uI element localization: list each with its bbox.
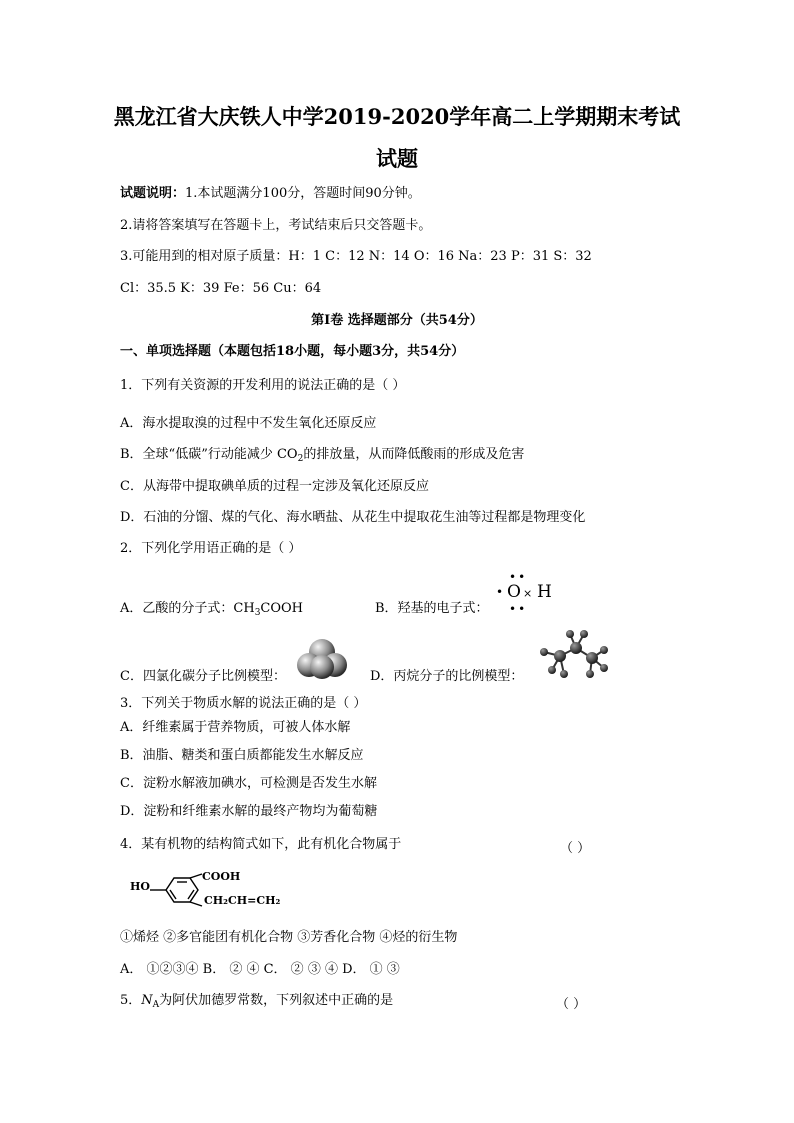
instructions-label: 试题说明： <box>120 186 186 201</box>
instructions-line4: Cl：35.5 K：39 Fe：56 Cu：64 <box>120 281 322 296</box>
q3-option-d: D．淀粉和纤维素水解的最终产物均为葡萄糖 <box>120 804 378 819</box>
q1-option-b-post: 的排放量，从而降低酸雨的形成及危害 <box>303 447 525 462</box>
q4-options: A． ①②③④ B． ② ④ C． ② ③ ④ D． ① ③ <box>120 962 400 977</box>
hydroxyl-electron-formula: •• • O × H •• <box>496 570 552 616</box>
ccl4-model-image <box>298 638 346 680</box>
struct-cooh-label: COOH <box>202 870 241 883</box>
q4-structure-formula <box>130 868 290 918</box>
benzene-ring-icon <box>150 872 206 912</box>
q5-stem <box>120 993 393 1013</box>
q1-option-b-pre: B．全球“低碳”行动能减少 CO <box>120 447 298 462</box>
q2-option-d: D．丙烷分子的比例模型： <box>370 669 524 684</box>
q1-option-b <box>120 447 524 467</box>
q2-option-a-sub: 3 <box>254 608 261 618</box>
instructions-line3: 3.可能用到的相对原子质量：H：1 C：12 N：14 O：16 Na：23 P：31 S：32 <box>120 249 592 264</box>
q3-option-a: A．纤维素属于营养物质，可被人体水解 <box>120 720 351 735</box>
page-title-line2: 试题 <box>376 146 418 171</box>
q3-stem: 3．下列关于物质水解的说法正确的是（ ） <box>120 696 367 711</box>
page-title: 黑龙江省大庆铁人中学2019-2020学年高二上学期期末考试 <box>113 104 681 129</box>
q1-stem: 1．下列有关资源的开发利用的说法正确的是（ ） <box>120 378 406 393</box>
q2-option-a <box>120 601 303 621</box>
q2-option-b: B．羟基的电子式： <box>375 601 489 616</box>
q1-option-b-sub: 2 <box>297 454 304 464</box>
struct-chain-label: CH₂CH=CH₂ <box>204 894 281 907</box>
q5-stem-sub: A <box>152 1000 160 1010</box>
q5-stem-pre: 5． <box>120 993 142 1008</box>
q5-answer-paren: （ ） <box>556 997 587 1012</box>
q1-option-a: A．海水提取溴的过程中不发生氧化还原反应 <box>120 416 377 431</box>
instructions-line1 <box>120 186 421 202</box>
q4-answer-paren: （ ） <box>560 841 591 856</box>
q5-stem-post: 为阿伏加德罗常数，下列叙述中正确的是 <box>159 993 394 1008</box>
q2-option-c: C．四氯化碳分子比例模型： <box>120 669 286 684</box>
q4-items: ①烯烃 ②多官能团有机化合物 ③芳香化合物 ④烃的衍生物 <box>120 930 458 945</box>
propane-model-image <box>536 628 612 682</box>
q2-option-a-post: COOH <box>260 601 304 616</box>
q2-stem: 2．下列化学用语正确的是（ ） <box>120 541 302 556</box>
instructions-line2: 2.请将答案填写在答题卡上，考试结束后只交答题卡。 <box>120 218 432 233</box>
instructions-text1: 1.本试题满分100分，答题时间90分钟。 <box>185 186 421 201</box>
q3-option-c: C．淀粉水解液加碘水，可检测是否发生水解 <box>120 776 377 791</box>
q1-option-d: D．石油的分馏、煤的气化、海水晒盐、从花生中提取花生油等过程都是物理变化 <box>120 510 586 525</box>
q4-stem: 4．某有机物的结构简式如下，此有机化合物属于 <box>120 837 402 852</box>
section-heading: 一、单项选择题（本题包括18小题，每小题3分，共54分） <box>120 344 465 359</box>
struct-ho-label: HO <box>130 880 150 893</box>
hydroxyl-x: × <box>523 587 533 600</box>
volume-heading: 第Ⅰ卷 选择题部分（共54分） <box>311 313 483 328</box>
q1-option-c: C．从海带中提取碘单质的过程一定涉及氧化还原反应 <box>120 479 429 494</box>
q2-option-a-pre: A．乙酸的分子式：CH <box>120 601 255 616</box>
q3-option-b: B．油脂、糖类和蛋白质都能发生水解反应 <box>120 748 364 763</box>
q5-stem-n: N <box>141 993 153 1008</box>
hydroxyl-h: H <box>537 582 552 602</box>
hydroxyl-o: O <box>507 582 521 602</box>
